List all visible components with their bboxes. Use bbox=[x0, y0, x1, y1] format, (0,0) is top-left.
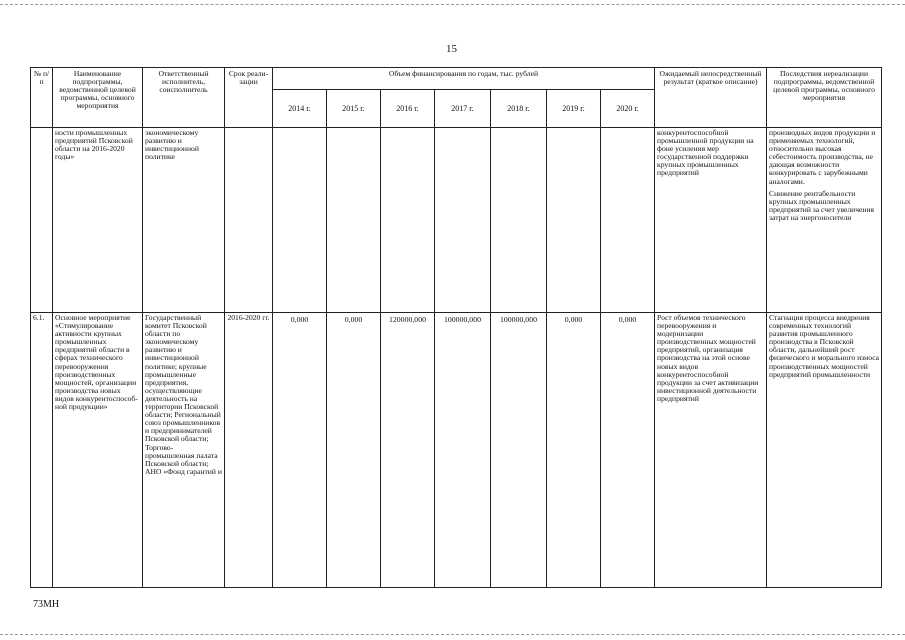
cell-expected: Рост объемов технического перевооружения и модернизации производственных мощностей предприятий, организация производства на этой основе новых видов конкурентоспособной продукции за счет активизации инвестиционной деятельности предприятий bbox=[655, 313, 767, 588]
header-name: Наименование подпрограммы, ведомственной целевой программы, основного мероприятия bbox=[53, 68, 143, 128]
header-year: 2018 г. bbox=[491, 90, 547, 128]
cell-num bbox=[31, 128, 53, 313]
consequence-paragraph: Снижение рентабельности крупных промышленных предприятий за счет увеличения затрат на энергоносители bbox=[769, 188, 875, 222]
scan-edge-top bbox=[0, 4, 905, 5]
header-year: 2019 г. bbox=[547, 90, 601, 128]
cell-consequences: Стагнация процесса внедрения современных технологий развития промышленного производства в Псковской области, дальнейший рост физического и морального износа производственных мощностей предприятий промышленности bbox=[767, 313, 882, 588]
page-number: 15 bbox=[446, 43, 457, 55]
cell-value: 0,000 bbox=[547, 313, 601, 588]
header-funding: Объем финансирования по годам, тыс. рублей bbox=[273, 68, 655, 90]
cell-num: 6.1. bbox=[31, 313, 53, 588]
header-term: Срок реали-зации bbox=[225, 68, 273, 128]
header-year: 2017 г. bbox=[435, 90, 491, 128]
cell-value: 0,000 bbox=[327, 313, 381, 588]
table-row-continuation bbox=[31, 128, 882, 313]
cell-term bbox=[225, 128, 273, 313]
header-year: 2020 г. bbox=[601, 90, 655, 128]
cell-value bbox=[491, 128, 547, 313]
header-expected: Ожидаемый непосредственный результат (краткое описание) bbox=[655, 68, 767, 128]
program-table bbox=[30, 67, 882, 588]
header-responsible: Ответственный исполнитель, соисполнитель bbox=[143, 68, 225, 128]
cell-value: 0,000 bbox=[601, 313, 655, 588]
cell-value: 100000,000 bbox=[435, 313, 491, 588]
scan-edge-bottom bbox=[0, 634, 905, 635]
cell-value: 120000,000 bbox=[381, 313, 435, 588]
header-consequences: Последствия нереализации подпрограммы, ведомственной целевой программы, основного мероприятия bbox=[767, 68, 882, 128]
consequence-paragraph: производных видов продукции и применяемых технологий, относительно высокая себестоимость производства, не дающая возможности конкурировать с зарубежными аналогами. bbox=[769, 128, 876, 186]
cell-value bbox=[601, 128, 655, 313]
header-year: 2016 г. bbox=[381, 90, 435, 128]
footer-code: 73МН bbox=[33, 599, 60, 610]
cell-expected: конкурентоспособной промышленной продукции на фоне усиления мер государственной поддержки крупных промышленных предприятий bbox=[655, 128, 767, 313]
cell-consequences bbox=[767, 128, 882, 313]
header-year: 2014 г. bbox=[273, 90, 327, 128]
header-year: 2015 г. bbox=[327, 90, 381, 128]
cell-value bbox=[327, 128, 381, 313]
cell-value: 0,000 bbox=[273, 313, 327, 588]
cell-value bbox=[547, 128, 601, 313]
cell-value bbox=[273, 128, 327, 313]
cell-value bbox=[381, 128, 435, 313]
cell-term: 2016-2020 гг. bbox=[225, 313, 273, 588]
cell-value bbox=[435, 128, 491, 313]
cell-name: ности промышленных предприятий Псковской области на 2016-2020 годы» bbox=[53, 128, 143, 313]
cell-name: Основное мероприятие «Стимулирование активности крупных промышленных предприятий области в сферах технического перевооружения производственных мощностей, организации производства новых видов конкурентоспособ-ной продукции» bbox=[53, 313, 143, 588]
table-row-6-1 bbox=[31, 313, 882, 588]
cell-responsible: экономическому развитию и инвестиционной политике bbox=[143, 128, 225, 313]
header-num: № п/п bbox=[31, 68, 53, 128]
cell-responsible: Государственный комитет Псковской области по экономическому развитию и инвестиционной политике; крупные промышленные предприятия, осуществляющие деятельность на территории Псковской области; Региональный союз промышленников и предпринимателей Псковской области; Торгово-промышленная палата Псковской области; АНО «Фонд гарантий и bbox=[143, 313, 225, 588]
cell-value: 100000,000 bbox=[491, 313, 547, 588]
